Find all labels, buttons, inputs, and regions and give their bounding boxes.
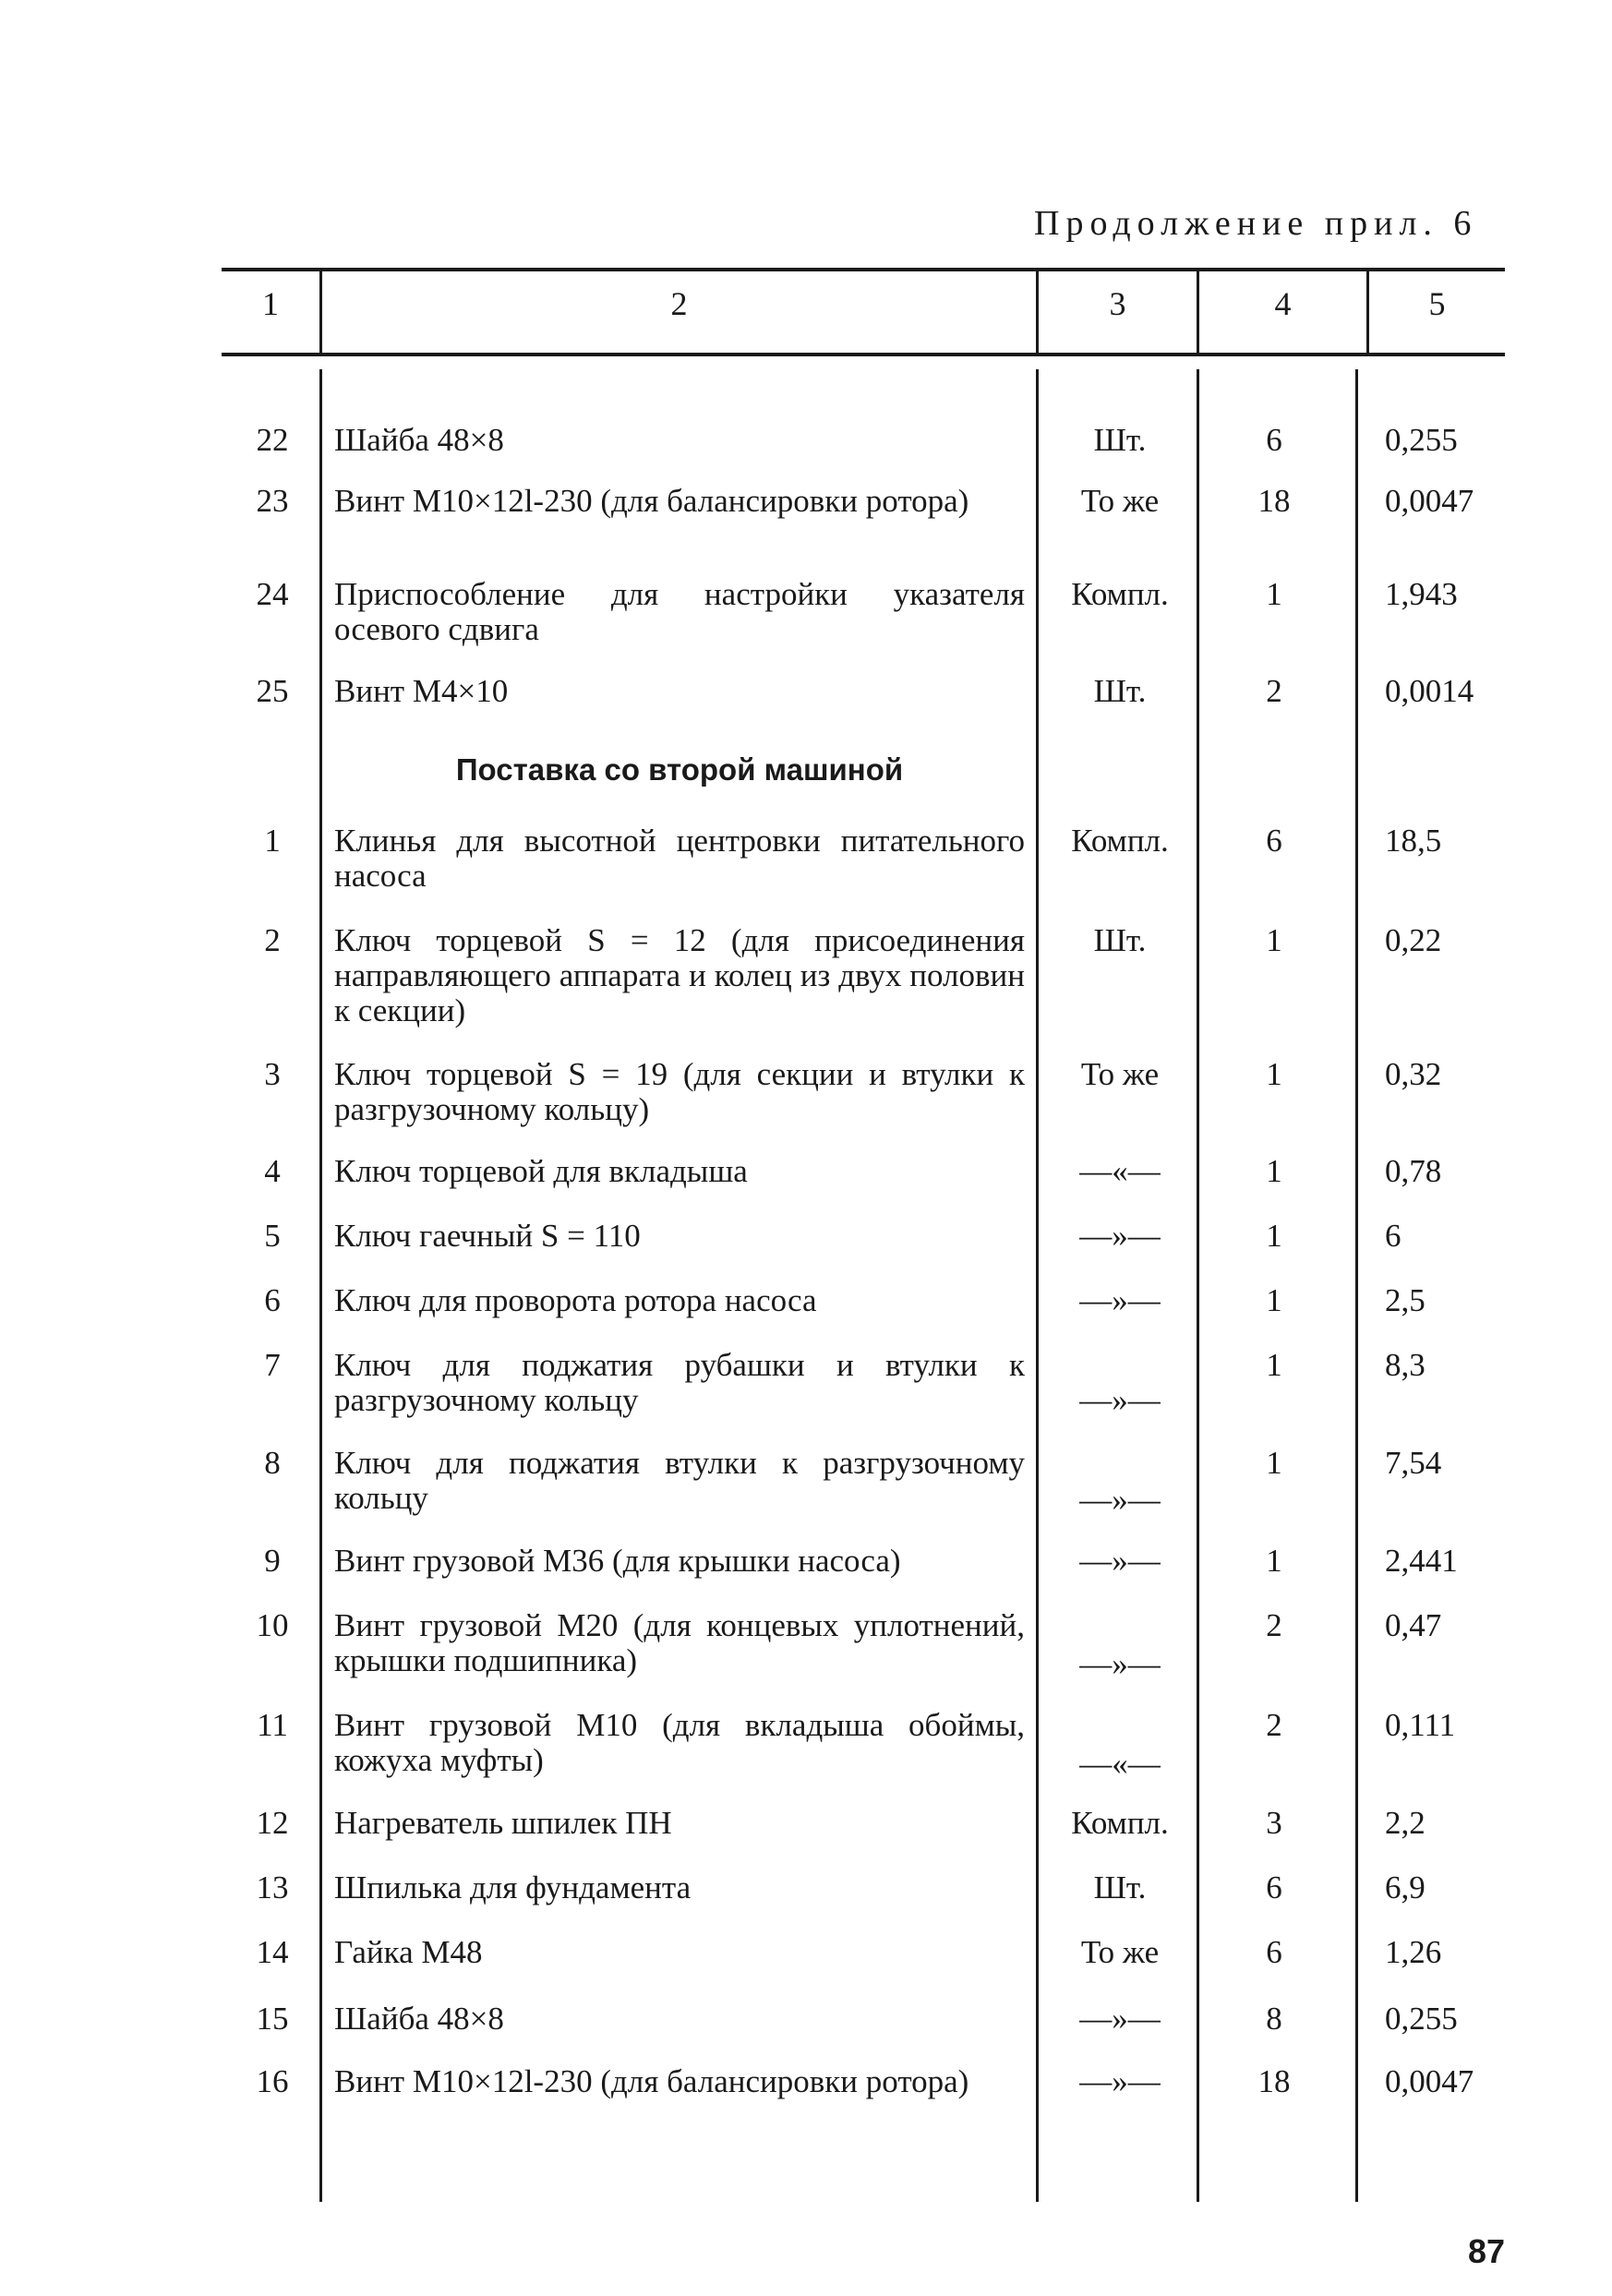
item-name: Шпилька для фундамента [334, 1869, 692, 1905]
row-number: 23 [256, 483, 289, 519]
item-qty: 1 [1266, 1153, 1282, 1189]
item-mass: 1,943 [1385, 576, 1458, 612]
column-number: 1 [262, 285, 279, 322]
row-number: 2 [264, 922, 281, 958]
item-name: Клинья для высотной центровки питательного насоса [334, 823, 1025, 894]
row-number: 16 [256, 2063, 289, 2099]
row-number: 10 [256, 1607, 289, 1643]
item-qty: 8 [1266, 2001, 1282, 2037]
item-qty: 1 [1266, 922, 1282, 958]
item-name: Ключ торцевой S = 19 (для секции и втулки к разгрузочному кольцу) [334, 1056, 1025, 1127]
item-name: Ключ торцевой S = 12 (для присоединения направляющего аппарата и колец из двух половин к секции) [334, 922, 1025, 1028]
item-name: Ключ торцевой для вкладыша [334, 1153, 748, 1189]
row-number: 9 [264, 1543, 281, 1579]
item-unit: —»— [1079, 2063, 1161, 2099]
item-unit: —«— [1079, 1746, 1161, 1782]
item-qty: 18 [1257, 2063, 1291, 2099]
item-qty: 18 [1257, 483, 1291, 519]
item-mass: 0,255 [1385, 2001, 1458, 2037]
item-mass: 0,47 [1385, 1607, 1442, 1643]
item-qty: 6 [1266, 823, 1282, 859]
item-mass: 2,441 [1385, 1543, 1458, 1579]
item-name: Винт M10×12l-230 (для балансировки ротора) [334, 2063, 969, 2099]
section-title: Поставка со второй машиной [455, 752, 904, 787]
item-unit: Компл. [1071, 576, 1169, 612]
item-qty: 1 [1266, 1543, 1282, 1579]
item-mass: 0,32 [1385, 1056, 1442, 1092]
item-name: Винт M4×10 [334, 673, 509, 709]
item-name: Ключ для проворота ротора насоса [334, 1282, 817, 1318]
continuation-label: Продолжение прил. 6 [1034, 204, 1478, 243]
item-unit: —»— [1079, 1282, 1161, 1318]
row-number: 12 [256, 1805, 289, 1841]
column-divider [1036, 369, 1039, 2202]
item-name: Гайка M48 [334, 1934, 483, 1970]
item-unit: Компл. [1071, 1805, 1169, 1841]
row-number: 14 [256, 1934, 289, 1970]
item-name: Винт грузовой M20 (для концевых уплотнений, крышки подшипника) [334, 1607, 1025, 1678]
row-number: 11 [257, 1707, 288, 1743]
row-number: 8 [264, 1445, 281, 1481]
item-mass: 0,0047 [1385, 2063, 1474, 2099]
item-qty: 3 [1266, 1805, 1282, 1841]
item-name: Винт грузовой M10 (для вкладыша обоймы, кожуха муфты) [334, 1707, 1025, 1778]
item-unit: —»— [1079, 1543, 1161, 1579]
row-number: 15 [256, 2001, 289, 2037]
item-qty: 1 [1266, 1445, 1282, 1481]
item-qty: 1 [1266, 1218, 1282, 1254]
column-number: 4 [1274, 285, 1292, 322]
row-number: 3 [264, 1056, 281, 1092]
row-number: 5 [264, 1218, 281, 1254]
item-mass: 0,0047 [1385, 483, 1474, 519]
row-number: 4 [264, 1153, 281, 1189]
row-number: 25 [256, 673, 289, 709]
item-mass: 0,0014 [1385, 673, 1474, 709]
item-unit: —»— [1079, 1482, 1161, 1518]
row-number: 24 [256, 576, 289, 612]
item-mass: 0,78 [1385, 1153, 1442, 1189]
table-header-rule [222, 353, 1505, 356]
column-number: 5 [1428, 285, 1446, 322]
item-qty: 6 [1266, 1934, 1282, 1970]
item-unit: —»— [1079, 1382, 1161, 1418]
item-mass: 0,22 [1385, 922, 1442, 958]
column-divider [1355, 369, 1358, 2202]
item-mass: 2,2 [1385, 1805, 1426, 1841]
row-number: 13 [256, 1869, 289, 1905]
item-unit: —»— [1079, 1218, 1161, 1254]
row-number: 7 [264, 1347, 281, 1383]
item-mass: 6 [1385, 1218, 1401, 1254]
item-qty: 1 [1266, 1056, 1282, 1092]
item-qty: 2 [1266, 673, 1282, 709]
item-unit: Шт. [1093, 922, 1147, 958]
item-mass: 0,255 [1385, 422, 1458, 458]
item-qty: 1 [1266, 1347, 1282, 1383]
item-qty: 6 [1266, 1869, 1282, 1905]
item-mass: 2,5 [1385, 1282, 1426, 1318]
item-unit: —»— [1079, 1646, 1161, 1682]
column-number: 2 [670, 285, 688, 322]
row-number: 6 [264, 1282, 281, 1318]
row-number: 1 [264, 823, 281, 859]
item-mass: 8,3 [1385, 1347, 1426, 1383]
item-name: Шайба 48×8 [334, 422, 504, 458]
item-mass: 6,9 [1385, 1869, 1426, 1905]
table-top-rule [222, 268, 1505, 271]
item-mass: 7,54 [1385, 1445, 1442, 1481]
item-name: Винт M10×12l-230 (для балансировки ротора) [334, 483, 969, 519]
item-mass: 0,111 [1385, 1707, 1456, 1743]
item-name: Шайба 48×8 [334, 2001, 504, 2037]
item-name: Ключ для поджатия рубашки и втулки к разгрузочному кольцу [334, 1347, 1025, 1418]
row-number: 22 [256, 422, 289, 458]
item-qty: 2 [1266, 1707, 1282, 1743]
item-unit: Шт. [1093, 1869, 1147, 1905]
item-unit: То же [1080, 1056, 1160, 1092]
item-mass: 18,5 [1385, 823, 1442, 859]
item-unit: Шт. [1093, 422, 1147, 458]
item-qty: 2 [1266, 1607, 1282, 1643]
item-name: Винт грузовой M36 (для крышки насоса) [334, 1543, 901, 1579]
item-unit: Компл. [1071, 823, 1169, 859]
item-mass: 1,26 [1385, 1934, 1442, 1970]
item-unit: Шт. [1093, 673, 1147, 709]
item-unit: То же [1080, 1934, 1160, 1970]
item-qty: 6 [1266, 422, 1282, 458]
item-qty: 1 [1266, 576, 1282, 612]
item-unit: —«— [1079, 1153, 1161, 1189]
item-unit: —»— [1079, 2001, 1161, 2037]
column-number: 3 [1109, 285, 1126, 322]
item-name: Ключ гаечный S = 110 [334, 1218, 641, 1254]
item-name: Приспособление для настройки указателя осевого сдвига [334, 576, 1025, 647]
item-name: Нагреватель шпилек ПН [334, 1805, 672, 1841]
item-unit: То же [1080, 483, 1160, 519]
item-qty: 1 [1266, 1282, 1282, 1318]
item-name: Ключ для поджатия втулки к разгрузочному кольцу [334, 1445, 1025, 1516]
page-number: 87 [1467, 2232, 1505, 2270]
